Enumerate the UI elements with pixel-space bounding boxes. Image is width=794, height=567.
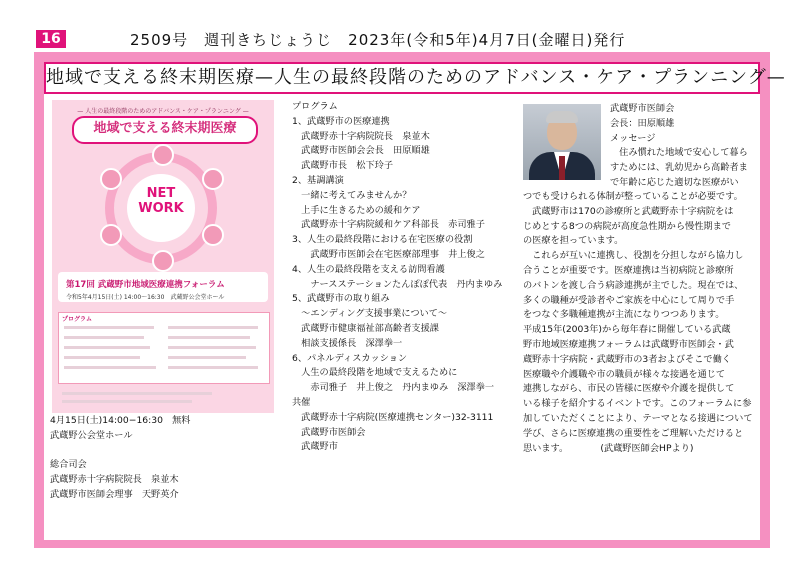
- text-line: [168, 356, 246, 359]
- message-line: 思います。 (武蔵野医師会HPより): [523, 442, 694, 454]
- event-info: [50, 414, 190, 503]
- message-body: [523, 190, 753, 456]
- text-line: [64, 326, 154, 329]
- program-line: 相談支援係長 深澤拳一: [292, 337, 403, 349]
- person-icon: [202, 224, 224, 246]
- event-venue: 武蔵野公会堂ホール: [50, 429, 133, 441]
- author-org: 武蔵野市医師会: [610, 103, 675, 114]
- message-line: 蔵野赤十字病院・武蔵野市の3者およびそこで働く: [523, 353, 731, 365]
- message-line: 住み慣れた地域で安心して暮ら: [610, 147, 748, 158]
- program-list: [292, 100, 502, 455]
- program-line: 3、人生の最終段階における在宅医療の役割: [292, 234, 473, 246]
- network-label-line: WORK: [138, 201, 184, 216]
- network-label: [127, 186, 195, 216]
- message-line: 平成15年(2003年)から毎年春に開催している武蔵: [523, 324, 731, 336]
- program-line: 共催: [292, 396, 311, 408]
- message-line: 野市地域医療連携フォーラムは武蔵野市医師会・武: [523, 338, 734, 350]
- message-line: じめとする8つの病院が高度急性期から慢性期まで: [523, 220, 731, 232]
- person-icon: [152, 250, 174, 272]
- message-line: 医療職や介護職や市の職員が様々な接遇を通じて: [523, 368, 726, 380]
- person-icon: [202, 168, 224, 190]
- page-number: 16: [36, 30, 66, 48]
- program-line: 武蔵野市医師会在宅医療部理事 井上俊之: [292, 248, 485, 260]
- moderator-label: 総合司会: [50, 459, 87, 471]
- message-line: 学び、さらに医療連携の重要性をご理解いただけると: [523, 427, 744, 439]
- text-line: [168, 346, 256, 349]
- program-line: 5、武蔵野市の取り組み: [292, 293, 390, 305]
- message-intro: [610, 146, 748, 190]
- program-line: 〜エンディング支援事業について〜: [292, 308, 448, 320]
- president-photo: [523, 104, 601, 180]
- program-line: 上手に生きるための緩和ケア: [292, 204, 421, 216]
- message-line: で年齢に応じた適切な医療がい: [610, 176, 739, 188]
- forum-title: 第17回 武蔵野市地域医療連携フォーラム: [66, 280, 225, 290]
- message-author: [610, 102, 674, 146]
- network-label-line: NET: [146, 186, 176, 201]
- poster-title: 地域で支える終末期医療: [72, 116, 258, 144]
- message-line: つでも受けられる体制が整っていることが必要です。: [523, 191, 743, 202]
- program-line: 1、武蔵野市の医療連携: [292, 115, 390, 127]
- program-line: 武蔵野市医師会会長 田原順雄: [292, 145, 430, 157]
- message-line: をつなぐ多職種連携が主流になりつつあります。: [523, 309, 725, 321]
- program-line: 2、基調講演: [292, 174, 344, 186]
- message-line: 加していただくことにより、テーマとなる接遇について: [523, 412, 753, 424]
- program-line: 赤司雅子 井上俊之 丹内まゆみ 深澤拳一: [292, 382, 495, 394]
- message-label: メッセージ: [610, 132, 656, 144]
- message-line: すためには、乳幼児から高齢者ま: [610, 161, 748, 173]
- program-line: 4、人生の最終段階を支える訪問看護: [292, 263, 445, 275]
- text-line: [168, 326, 258, 329]
- program-line: 人生の最終段階を地域で支えるために: [292, 367, 458, 379]
- forum-info: 令和5年4月15日(土) 14:00〜16:30 武蔵野公会堂ホール: [66, 294, 225, 301]
- text-line: [168, 366, 258, 369]
- message-line: のバトンを渡し合う病診連携が主でした。現在では、: [523, 279, 744, 291]
- program-line: 一緒に考えてみませんか？: [292, 189, 412, 201]
- moderator: 武蔵野市医師会理事 天野英介: [50, 488, 179, 500]
- poster-subtitle: — 人生の最終段階のためのアドバンス・ケア・プランニング —: [77, 108, 249, 115]
- message-line: 武蔵野市は170の診療所と武蔵野赤十字病院をは: [523, 205, 734, 217]
- text-line: [64, 366, 156, 369]
- program-line: 武蔵野市: [292, 441, 338, 453]
- program-heading: プログラム: [292, 101, 338, 112]
- poster-program-label: プログラム: [62, 316, 92, 323]
- text-line: [64, 356, 140, 359]
- text-line: [64, 346, 150, 349]
- message-line: 連携しながら、市民の皆様に医療や介護を提供して: [523, 383, 735, 395]
- forum-poster: [52, 100, 274, 413]
- moderator: 武蔵野赤十字病院院長 泉並木: [50, 474, 179, 486]
- person-icon: [152, 144, 174, 166]
- program-line: 武蔵野市長 松下玲子: [292, 160, 394, 172]
- message-line: の医療を担っています。: [523, 235, 624, 247]
- author-name: 会長：田原順雄: [610, 117, 675, 129]
- message-line: 合うことが重要です。医療連携は当初病院と診療所: [523, 264, 734, 276]
- program-line: 武蔵野市健康福祉部高齢者支援課: [292, 322, 439, 334]
- text-line: [64, 336, 144, 339]
- program-line: 武蔵野赤十字病院緩和ケア科部長 赤司雅子: [292, 219, 485, 231]
- text-line: [62, 392, 212, 395]
- program-line: 武蔵野赤十字病院(医療連携センター)32-3111: [292, 411, 494, 423]
- person-icon: [100, 224, 122, 246]
- person-icon: [100, 168, 122, 190]
- issue-line: 2509号 週刊きちじょうじ 2023年(令和5年)4月7日(金曜日)発行: [130, 31, 626, 49]
- headline: 地域で支える終末期医療—人生の最終段階のためのアドバンス・ケア・プランニング—: [44, 62, 760, 94]
- message-line: 多くの職種が受診者やご家族を中心にして周りで手: [523, 294, 735, 306]
- message-line: いる様子を紹介するイベントです。このフォーラムに参: [523, 398, 752, 410]
- event-date: 4月15日(土)14:00−16:30 無料: [50, 415, 191, 426]
- program-line: 武蔵野市医師会: [292, 426, 366, 438]
- text-line: [168, 336, 250, 339]
- program-line: ナースステーションたんぽぽ代表 丹内まゆみ: [292, 278, 503, 290]
- text-line: [62, 400, 192, 403]
- program-line: 6、パネルディスカッション: [292, 352, 408, 364]
- program-line: 武蔵野赤十字病院院長 泉並木: [292, 130, 430, 142]
- message-line: これらが互いに連携し、役割を分担しながら協力し: [523, 250, 744, 262]
